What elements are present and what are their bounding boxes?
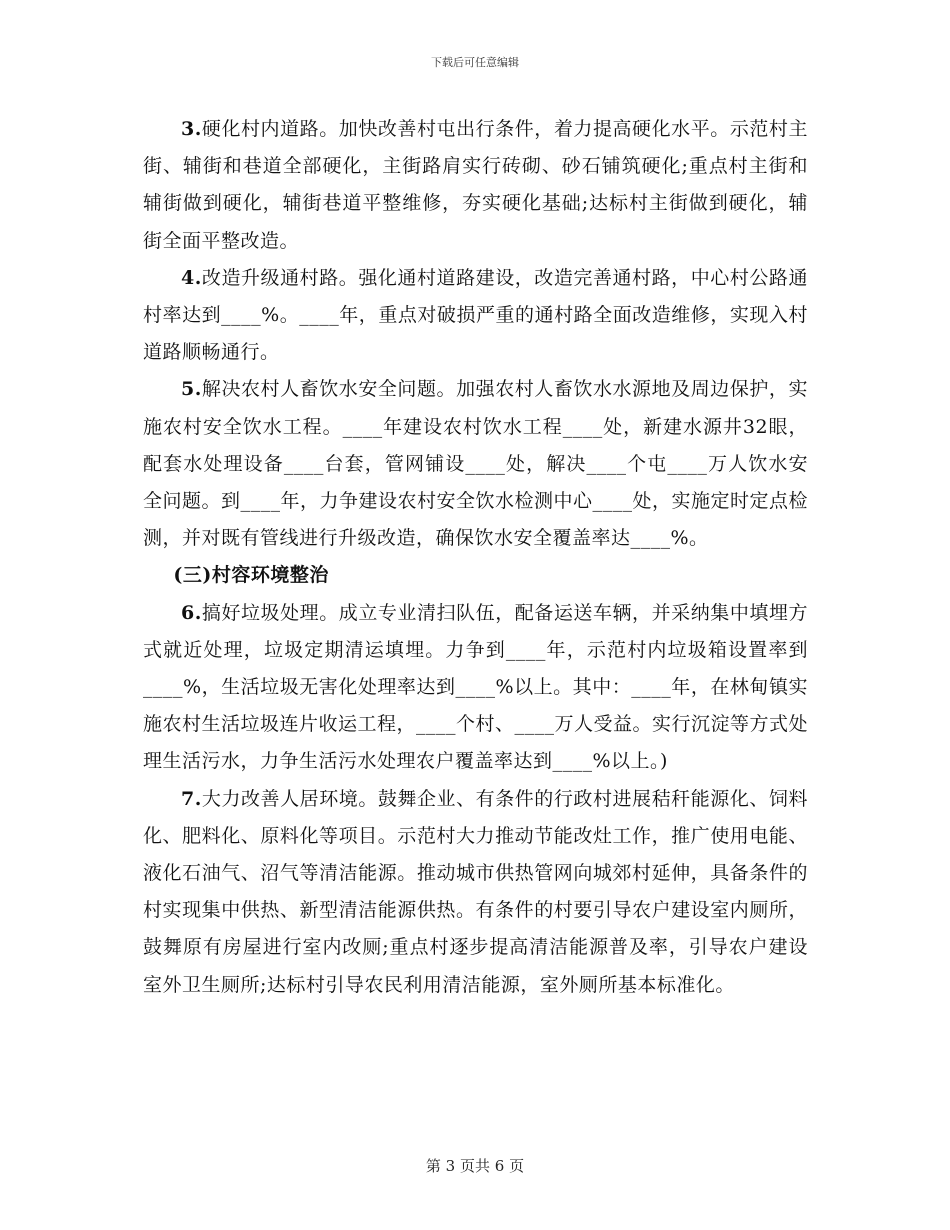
paragraph-text: 改造升级通村路。强化通村道路建设，改造完善通村路，中心村公路通村率达到____%。____年，重点对破损严重的通村路全面改造维修，实现入村道路顺畅通行。	[143, 266, 808, 364]
paragraph-4	[143, 260, 808, 372]
paragraph-text: 大力改善人居环境。鼓舞企业、有条件的行政村进展秸秆能源化、饲料化、肥料化、原料化等项目。示范村大力推动节能改灶工作，推广使用电能、液化石油气、沼气等清洁能源。推动城市供热管网向城郊村延伸，具备条件的村实现集中供热、新型清洁能源供热。有条件的村要引导农户建设室内厕所，鼓舞原有房屋进行室内改厕;重点村逐步提高清洁能源普及率，引导农户建设室外卫生厕所;达标村引导农民利用清洁能源，室外厕所基本标准化。	[143, 787, 808, 996]
paragraph-7	[143, 781, 808, 1004]
paragraph-text: 搞好垃圾处理。成立专业清扫队伍，配备运送车辆，并采纳集中填埋方式就近处理，垃圾定期清运填埋。力争到____年，示范村内垃圾箱设置率到____%，生活垃圾无害化处理率达到____%以上。其中：____年，在林甸镇实施农村生活垃圾连片收运工程，____个村、____万人受益。实行沉淀等方式处理生活污水，力争生活污水处理农户覆盖率达到____%以上。)	[143, 601, 809, 773]
paragraph-5	[143, 371, 808, 557]
item-number: 7.	[181, 787, 202, 810]
page-number: 第 3 页共 6 页	[425, 1157, 525, 1175]
paragraph-text: 解决农村人畜饮水安全问题。加强农村人畜饮水水源地及周边保护，实施农村安全饮水工程。____年建设农村饮水工程____处，新建水源井32眼，配套水处理设备____台套，管网铺设____处，解决____个屯____万人饮水安全问题。到____年，力争建设农村安全饮水检测中心____处，实施定时定点检测，并对既有管线进行升级改造，确保饮水安全覆盖率达____%。	[143, 378, 809, 550]
section-heading: (三)村容环境整治	[173, 564, 329, 587]
paragraph-6	[143, 595, 808, 781]
item-number: 3.	[181, 118, 202, 140]
item-number: 4.	[181, 266, 202, 289]
item-number: 5.	[181, 378, 202, 401]
header-note: 下载后可任意编辑	[431, 56, 519, 69]
item-number: 6.	[181, 601, 202, 624]
document-body	[143, 111, 808, 1004]
paragraph-text: 硬化村内道路。加快改善村屯出行条件，着力提高硬化水平。示范村主街、辅街和巷道全部硬化，主街路肩实行砖砌、砂石铺筑硬化;重点村主街和辅街做到硬化，辅街巷道平整维修，夯实硬化基础;达标村主街做到硬化，辅街全面平整改造。	[143, 118, 808, 252]
paragraph-3	[143, 111, 808, 260]
